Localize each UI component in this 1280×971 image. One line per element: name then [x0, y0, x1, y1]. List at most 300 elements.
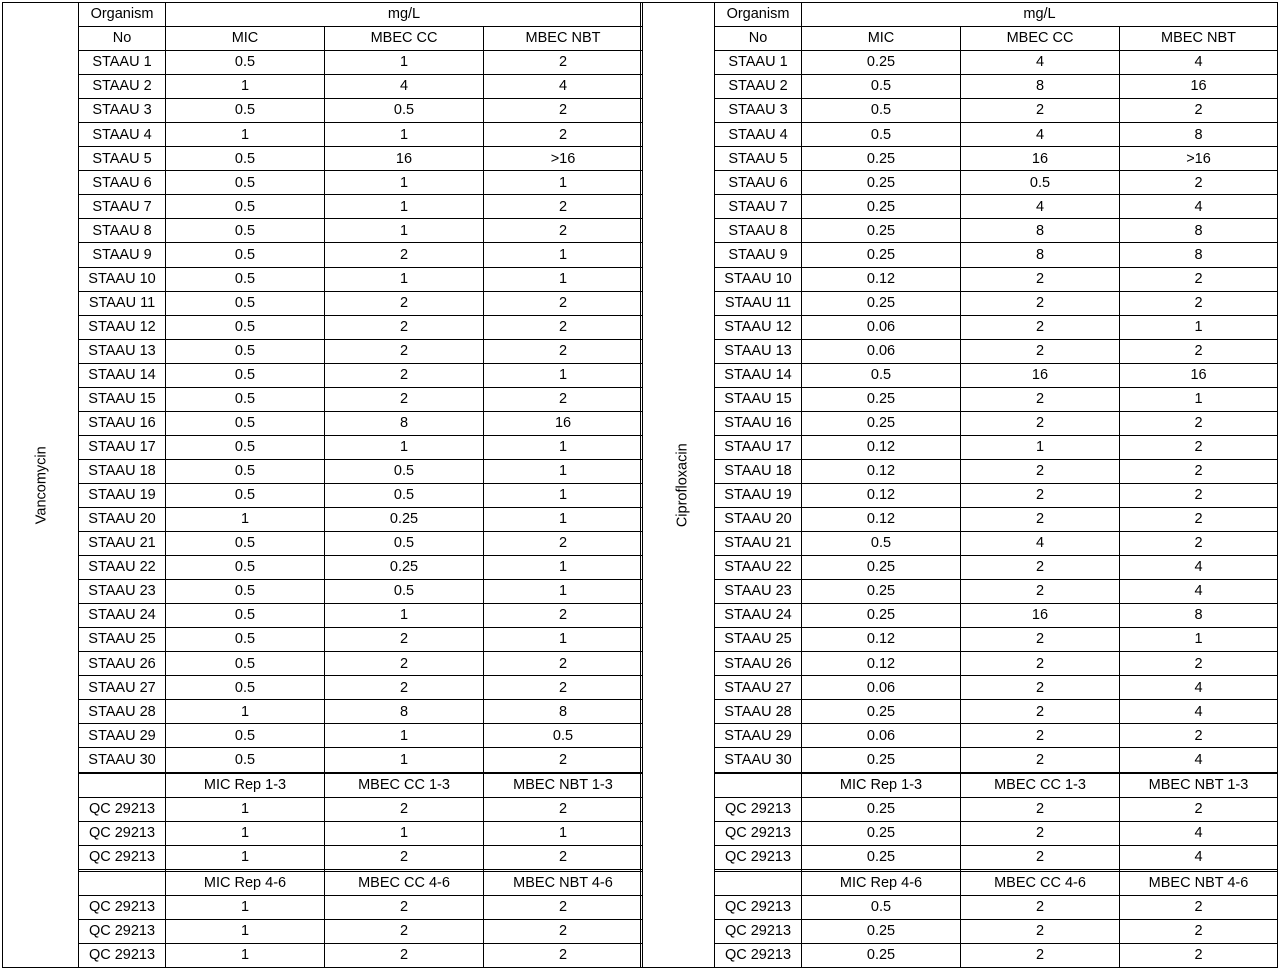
qc-strain-cell: QC 29213: [715, 895, 802, 919]
mic-cell: 1: [166, 822, 325, 846]
qc-row: [641, 822, 1278, 846]
qc-header-row: [3, 871, 643, 895]
table-row: [3, 435, 643, 459]
mbec-cc-cell: 8: [961, 75, 1120, 99]
column-header: MBEC NBT: [1120, 27, 1278, 51]
table-row: [3, 339, 643, 363]
organism-cell: STAAU 6: [715, 171, 802, 195]
mbec-nbt-cell: 1: [1120, 628, 1278, 652]
mbec-cc-cell: 2: [325, 387, 484, 411]
mbec-nbt-cell: 2: [484, 219, 643, 243]
table-row: [3, 387, 643, 411]
organism-header: Organism: [715, 3, 802, 27]
organism-cell: STAAU 4: [715, 123, 802, 147]
organism-cell: STAAU 22: [79, 556, 166, 580]
table-row: [641, 219, 1278, 243]
table-row: [3, 75, 643, 99]
mbec-nbt-cell: 4: [1120, 580, 1278, 604]
mbec-nbt-cell: 2: [484, 339, 643, 363]
organism-cell: STAAU 6: [79, 171, 166, 195]
mbec-nbt-cell: 4: [1120, 846, 1278, 870]
qc-row: [641, 798, 1278, 822]
mbec-cc-cell: 2: [325, 919, 484, 943]
mbec-nbt-cell: 2: [1120, 895, 1278, 919]
mbec-nbt-cell: 2: [484, 652, 643, 676]
table-row: [3, 195, 643, 219]
mbec-nbt-cell: 2: [1120, 507, 1278, 531]
mbec-nbt-cell: 1: [484, 822, 643, 846]
mic-cell: 0.5: [166, 604, 325, 628]
mbec-nbt-cell: 16: [484, 411, 643, 435]
qc-strain-cell: QC 29213: [715, 919, 802, 943]
table-row: [641, 51, 1278, 75]
mbec-cc-cell: 2: [961, 507, 1120, 531]
organism-cell: STAAU 15: [79, 387, 166, 411]
qc-column-header: [715, 871, 802, 895]
mbec-cc-cell: 2: [961, 339, 1120, 363]
organism-cell: STAAU 8: [79, 219, 166, 243]
mbec-cc-cell: 2: [961, 459, 1120, 483]
vancomycin-panel: [2, 2, 642, 968]
mbec-cc-cell: 2: [325, 339, 484, 363]
mbec-cc-cell: 1: [325, 123, 484, 147]
mic-cell: 0.5: [166, 580, 325, 604]
organism-cell: STAAU 20: [79, 507, 166, 531]
mbec-cc-cell: 2: [325, 363, 484, 387]
mbec-cc-cell: 8: [961, 243, 1120, 267]
qc-strain-cell: QC 29213: [79, 846, 166, 870]
mic-cell: 0.25: [802, 243, 961, 267]
mic-cell: 0.5: [166, 628, 325, 652]
mbec-nbt-cell: 8: [1120, 123, 1278, 147]
mbec-cc-cell: 1: [325, 171, 484, 195]
qc-row: [3, 798, 643, 822]
table-row: [641, 676, 1278, 700]
mbec-cc-cell: 2: [961, 676, 1120, 700]
mbec-cc-cell: 1: [325, 195, 484, 219]
mbec-nbt-cell: 4: [1120, 822, 1278, 846]
mbec-nbt-cell: 2: [1120, 435, 1278, 459]
mbec-nbt-cell: 1: [1120, 315, 1278, 339]
mbec-cc-cell: 2: [325, 243, 484, 267]
units-header: mg/L: [166, 3, 643, 27]
mbec-cc-cell: 16: [961, 147, 1120, 171]
table-row: [641, 387, 1278, 411]
organism-cell: STAAU 5: [715, 147, 802, 171]
organism-cell: STAAU 28: [79, 700, 166, 724]
table-row: [3, 291, 643, 315]
organism-cell: STAAU 23: [79, 580, 166, 604]
organism-cell: STAAU 5: [79, 147, 166, 171]
qc-strain-cell: QC 29213: [715, 846, 802, 870]
organism-cell: STAAU 23: [715, 580, 802, 604]
organism-cell: STAAU 17: [715, 435, 802, 459]
mic-cell: 0.25: [802, 798, 961, 822]
mbec-nbt-cell: 2: [1120, 267, 1278, 291]
organism-cell: STAAU 12: [79, 315, 166, 339]
column-header: MBEC CC: [325, 27, 484, 51]
units-header: mg/L: [802, 3, 1278, 27]
table-row: [641, 99, 1278, 123]
mic-cell: 0.5: [166, 532, 325, 556]
mbec-cc-cell: 1: [325, 822, 484, 846]
table-row: [3, 532, 643, 556]
drug-name-cell: [3, 3, 79, 968]
column-header: MIC: [802, 27, 961, 51]
qc-header-row: [641, 871, 1278, 895]
mic-cell: 0.5: [166, 171, 325, 195]
qc-column-header: [79, 871, 166, 895]
mbec-cc-cell: 2: [961, 724, 1120, 748]
mbec-nbt-cell: 2: [1120, 919, 1278, 943]
organism-cell: STAAU 16: [79, 411, 166, 435]
mbec-nbt-cell: 2: [484, 51, 643, 75]
table-row: [641, 123, 1278, 147]
table-row: [3, 243, 643, 267]
vancomycin-table: [2, 2, 643, 968]
mbec-cc-cell: 4: [961, 195, 1120, 219]
organism-cell: STAAU 24: [79, 604, 166, 628]
mbec-nbt-cell: 16: [1120, 75, 1278, 99]
organism-cell: STAAU 28: [715, 700, 802, 724]
mbec-nbt-cell: 2: [1120, 339, 1278, 363]
mbec-nbt-cell: 2: [1120, 652, 1278, 676]
organism-cell: STAAU 14: [715, 363, 802, 387]
mic-cell: 0.25: [802, 943, 961, 967]
qc-header-row: [3, 774, 643, 798]
qc-column-header: [715, 774, 802, 798]
mbec-cc-cell: 2: [961, 387, 1120, 411]
mbec-cc-cell: 2: [961, 822, 1120, 846]
mic-cell: 0.5: [166, 315, 325, 339]
column-header: MBEC CC: [961, 27, 1120, 51]
mbec-cc-cell: 1: [325, 604, 484, 628]
organism-cell: STAAU 18: [715, 459, 802, 483]
qc-column-header: MIC Rep 4-6: [166, 871, 325, 895]
mic-cell: 1: [166, 700, 325, 724]
mbec-nbt-cell: 2: [484, 846, 643, 870]
mic-cell: 0.12: [802, 483, 961, 507]
organism-cell: STAAU 22: [715, 556, 802, 580]
qc-column-header: [79, 774, 166, 798]
mbec-nbt-cell: 2: [484, 798, 643, 822]
mic-cell: 0.25: [802, 580, 961, 604]
mic-cell: 0.25: [802, 51, 961, 75]
qc-strain-cell: QC 29213: [715, 943, 802, 967]
mbec-cc-cell: 2: [961, 556, 1120, 580]
mbec-nbt-cell: 2: [484, 604, 643, 628]
qc-column-header: MIC Rep 1-3: [166, 774, 325, 798]
organism-no-header: No: [79, 27, 166, 51]
mbec-nbt-cell: 2: [484, 919, 643, 943]
mbec-nbt-cell: 4: [1120, 556, 1278, 580]
organism-cell: STAAU 11: [79, 291, 166, 315]
mbec-cc-cell: 2: [325, 291, 484, 315]
organism-cell: STAAU 30: [715, 748, 802, 772]
ciprofloxacin-table: [640, 2, 1278, 968]
mic-cell: 0.5: [802, 363, 961, 387]
organism-cell: STAAU 7: [715, 195, 802, 219]
mbec-nbt-cell: 2: [1120, 798, 1278, 822]
organism-cell: STAAU 17: [79, 435, 166, 459]
mic-cell: 0.25: [802, 219, 961, 243]
mic-cell: 0.5: [802, 123, 961, 147]
table-row: [3, 219, 643, 243]
qc-column-header: MBEC CC 4-6: [325, 871, 484, 895]
mbec-cc-cell: 2: [961, 798, 1120, 822]
table-row: [641, 748, 1278, 772]
organism-cell: STAAU 25: [715, 628, 802, 652]
mbec-cc-cell: 2: [325, 846, 484, 870]
organism-cell: STAAU 14: [79, 363, 166, 387]
mbec-cc-cell: 1: [325, 435, 484, 459]
mic-cell: 1: [166, 943, 325, 967]
mbec-nbt-cell: 2: [484, 895, 643, 919]
header-row-1: [3, 3, 643, 27]
mbec-nbt-cell: 1: [484, 580, 643, 604]
mic-cell: 0.12: [802, 267, 961, 291]
mic-cell: 0.5: [166, 748, 325, 772]
organism-cell: STAAU 2: [715, 75, 802, 99]
table-row: [641, 195, 1278, 219]
mbec-nbt-cell: 8: [484, 700, 643, 724]
table-row: [641, 411, 1278, 435]
organism-cell: STAAU 1: [79, 51, 166, 75]
mbec-nbt-cell: 1: [484, 243, 643, 267]
table-row: [641, 652, 1278, 676]
mic-cell: 1: [166, 507, 325, 531]
mbec-nbt-cell: 2: [484, 123, 643, 147]
qc-column-header: MBEC CC 1-3: [961, 774, 1120, 798]
table-row: [641, 604, 1278, 628]
mic-cell: 0.25: [802, 171, 961, 195]
mbec-cc-cell: 1: [325, 51, 484, 75]
organism-cell: STAAU 29: [79, 724, 166, 748]
mic-cell: 0.25: [802, 604, 961, 628]
mic-cell: 0.5: [166, 724, 325, 748]
mic-cell: 0.5: [166, 147, 325, 171]
qc-strain-cell: QC 29213: [79, 798, 166, 822]
mbec-nbt-cell: 8: [1120, 604, 1278, 628]
mbec-cc-cell: 16: [325, 147, 484, 171]
mic-cell: 0.25: [802, 195, 961, 219]
organism-cell: STAAU 19: [715, 483, 802, 507]
table-row: [3, 676, 643, 700]
organism-cell: STAAU 21: [715, 532, 802, 556]
table-row: [3, 171, 643, 195]
mic-cell: 1: [166, 895, 325, 919]
mbec-nbt-cell: 2: [1120, 943, 1278, 967]
mbec-nbt-cell: 2: [1120, 171, 1278, 195]
qc-row: [3, 822, 643, 846]
drug-name: Ciprofloxacin: [674, 443, 691, 527]
mic-cell: 0.25: [802, 919, 961, 943]
mbec-cc-cell: 4: [961, 532, 1120, 556]
organism-cell: STAAU 2: [79, 75, 166, 99]
mbec-cc-cell: 0.5: [325, 99, 484, 123]
mbec-nbt-cell: 4: [1120, 748, 1278, 772]
mbec-nbt-cell: 1: [484, 507, 643, 531]
qc-strain-cell: QC 29213: [79, 895, 166, 919]
table-row: [641, 147, 1278, 171]
mic-cell: 0.12: [802, 507, 961, 531]
table-row: [3, 123, 643, 147]
mic-cell: 0.25: [802, 700, 961, 724]
qc-column-header: MIC Rep 1-3: [802, 774, 961, 798]
mic-cell: 0.5: [802, 895, 961, 919]
mbec-cc-cell: 0.25: [325, 507, 484, 531]
organism-cell: STAAU 26: [715, 652, 802, 676]
mic-cell: 1: [166, 75, 325, 99]
mic-cell: 0.5: [166, 387, 325, 411]
mbec-cc-cell: 1: [325, 724, 484, 748]
header-row-2: [3, 27, 643, 51]
organism-cell: STAAU 7: [79, 195, 166, 219]
mic-cell: 0.5: [166, 556, 325, 580]
organism-cell: STAAU 1: [715, 51, 802, 75]
mbec-nbt-cell: 2: [484, 291, 643, 315]
mbec-nbt-cell: >16: [1120, 147, 1278, 171]
organism-cell: STAAU 27: [79, 676, 166, 700]
organism-cell: STAAU 12: [715, 315, 802, 339]
table-row: [641, 507, 1278, 531]
table-row: [641, 339, 1278, 363]
mbec-nbt-cell: 1: [484, 483, 643, 507]
mbec-cc-cell: 2: [961, 628, 1120, 652]
table-row: [3, 507, 643, 531]
mbec-cc-cell: 2: [961, 919, 1120, 943]
qc-row: [641, 919, 1278, 943]
mic-cell: 0.5: [166, 195, 325, 219]
mbec-cc-cell: 1: [325, 748, 484, 772]
mic-cell: 0.5: [802, 99, 961, 123]
mic-cell: 0.25: [802, 147, 961, 171]
mic-cell: 0.12: [802, 652, 961, 676]
mbec-cc-cell: 8: [325, 411, 484, 435]
mbec-cc-cell: 2: [325, 895, 484, 919]
mbec-cc-cell: 2: [961, 748, 1120, 772]
mic-cell: 0.5: [166, 291, 325, 315]
table-row: [3, 315, 643, 339]
mic-cell: 0.5: [166, 219, 325, 243]
table-row: [3, 604, 643, 628]
mic-cell: 0.25: [802, 748, 961, 772]
mic-cell: 0.06: [802, 315, 961, 339]
mic-cell: 0.25: [802, 387, 961, 411]
mbec-cc-cell: 16: [961, 604, 1120, 628]
mbec-cc-cell: 2: [961, 846, 1120, 870]
mbec-nbt-cell: 2: [484, 315, 643, 339]
table-row: [3, 99, 643, 123]
mbec-cc-cell: 8: [961, 219, 1120, 243]
qc-row: [641, 895, 1278, 919]
mbec-cc-cell: 2: [961, 291, 1120, 315]
mbec-nbt-cell: 2: [1120, 532, 1278, 556]
mic-cell: 0.25: [802, 822, 961, 846]
qc-row: [3, 846, 643, 870]
organism-no-header: No: [715, 27, 802, 51]
mic-cell: 0.5: [802, 75, 961, 99]
table-row: [3, 51, 643, 75]
mbec-nbt-cell: 0.5: [484, 724, 643, 748]
mbec-nbt-cell: 2: [484, 943, 643, 967]
mic-cell: 0.5: [166, 243, 325, 267]
mbec-nbt-cell: 1: [484, 171, 643, 195]
organism-cell: STAAU 21: [79, 532, 166, 556]
mbec-cc-cell: 0.5: [325, 483, 484, 507]
mbec-nbt-cell: 1: [484, 435, 643, 459]
mbec-cc-cell: 2: [961, 895, 1120, 919]
mbec-nbt-cell: 2: [1120, 459, 1278, 483]
organism-cell: STAAU 27: [715, 676, 802, 700]
mbec-cc-cell: 1: [325, 267, 484, 291]
mbec-cc-cell: 2: [961, 99, 1120, 123]
table-row: [3, 363, 643, 387]
table-row: [3, 724, 643, 748]
mbec-nbt-cell: 4: [1120, 195, 1278, 219]
table-row: [641, 171, 1278, 195]
mbec-cc-cell: 0.5: [325, 580, 484, 604]
qc-strain-cell: QC 29213: [79, 919, 166, 943]
header-row-2: [641, 27, 1278, 51]
mic-cell: 0.5: [166, 652, 325, 676]
table-row: [3, 700, 643, 724]
drug-name: Vancomycin: [33, 446, 50, 524]
mbec-nbt-cell: 16: [1120, 363, 1278, 387]
mbec-cc-cell: 2: [961, 652, 1120, 676]
qc-column-header: MBEC NBT 4-6: [1120, 871, 1278, 895]
mbec-cc-cell: 2: [325, 652, 484, 676]
mic-cell: 0.5: [166, 267, 325, 291]
organism-cell: STAAU 16: [715, 411, 802, 435]
table-row: [641, 483, 1278, 507]
mic-cell: 0.5: [166, 459, 325, 483]
qc-header-row: [641, 774, 1278, 798]
mic-cell: 0.5: [166, 339, 325, 363]
mbec-cc-cell: 2: [961, 267, 1120, 291]
column-header: MIC: [166, 27, 325, 51]
table-row: [641, 628, 1278, 652]
table-row: [3, 483, 643, 507]
mic-cell: 0.25: [802, 846, 961, 870]
mbec-nbt-cell: 1: [1120, 387, 1278, 411]
mbec-nbt-cell: 2: [1120, 724, 1278, 748]
table-row: [641, 700, 1278, 724]
mbec-cc-cell: 16: [961, 363, 1120, 387]
organism-cell: STAAU 24: [715, 604, 802, 628]
table-row: [641, 532, 1278, 556]
mbec-cc-cell: 2: [325, 943, 484, 967]
column-header: MBEC NBT: [484, 27, 643, 51]
organism-cell: STAAU 3: [715, 99, 802, 123]
table-row: [641, 291, 1278, 315]
table-row: [641, 435, 1278, 459]
qc-column-header: MBEC CC 1-3: [325, 774, 484, 798]
mbec-cc-cell: 2: [961, 411, 1120, 435]
drug-name-cell: [641, 3, 715, 968]
organism-cell: STAAU 18: [79, 459, 166, 483]
mic-cell: 0.12: [802, 628, 961, 652]
mbec-nbt-cell: 4: [1120, 700, 1278, 724]
mbec-cc-cell: 2: [961, 580, 1120, 604]
organism-header: Organism: [79, 3, 166, 27]
mic-cell: 0.25: [802, 291, 961, 315]
qc-row: [3, 895, 643, 919]
mbec-cc-cell: 2: [961, 943, 1120, 967]
mic-cell: 1: [166, 846, 325, 870]
organism-cell: STAAU 15: [715, 387, 802, 411]
mic-cell: 0.5: [166, 99, 325, 123]
